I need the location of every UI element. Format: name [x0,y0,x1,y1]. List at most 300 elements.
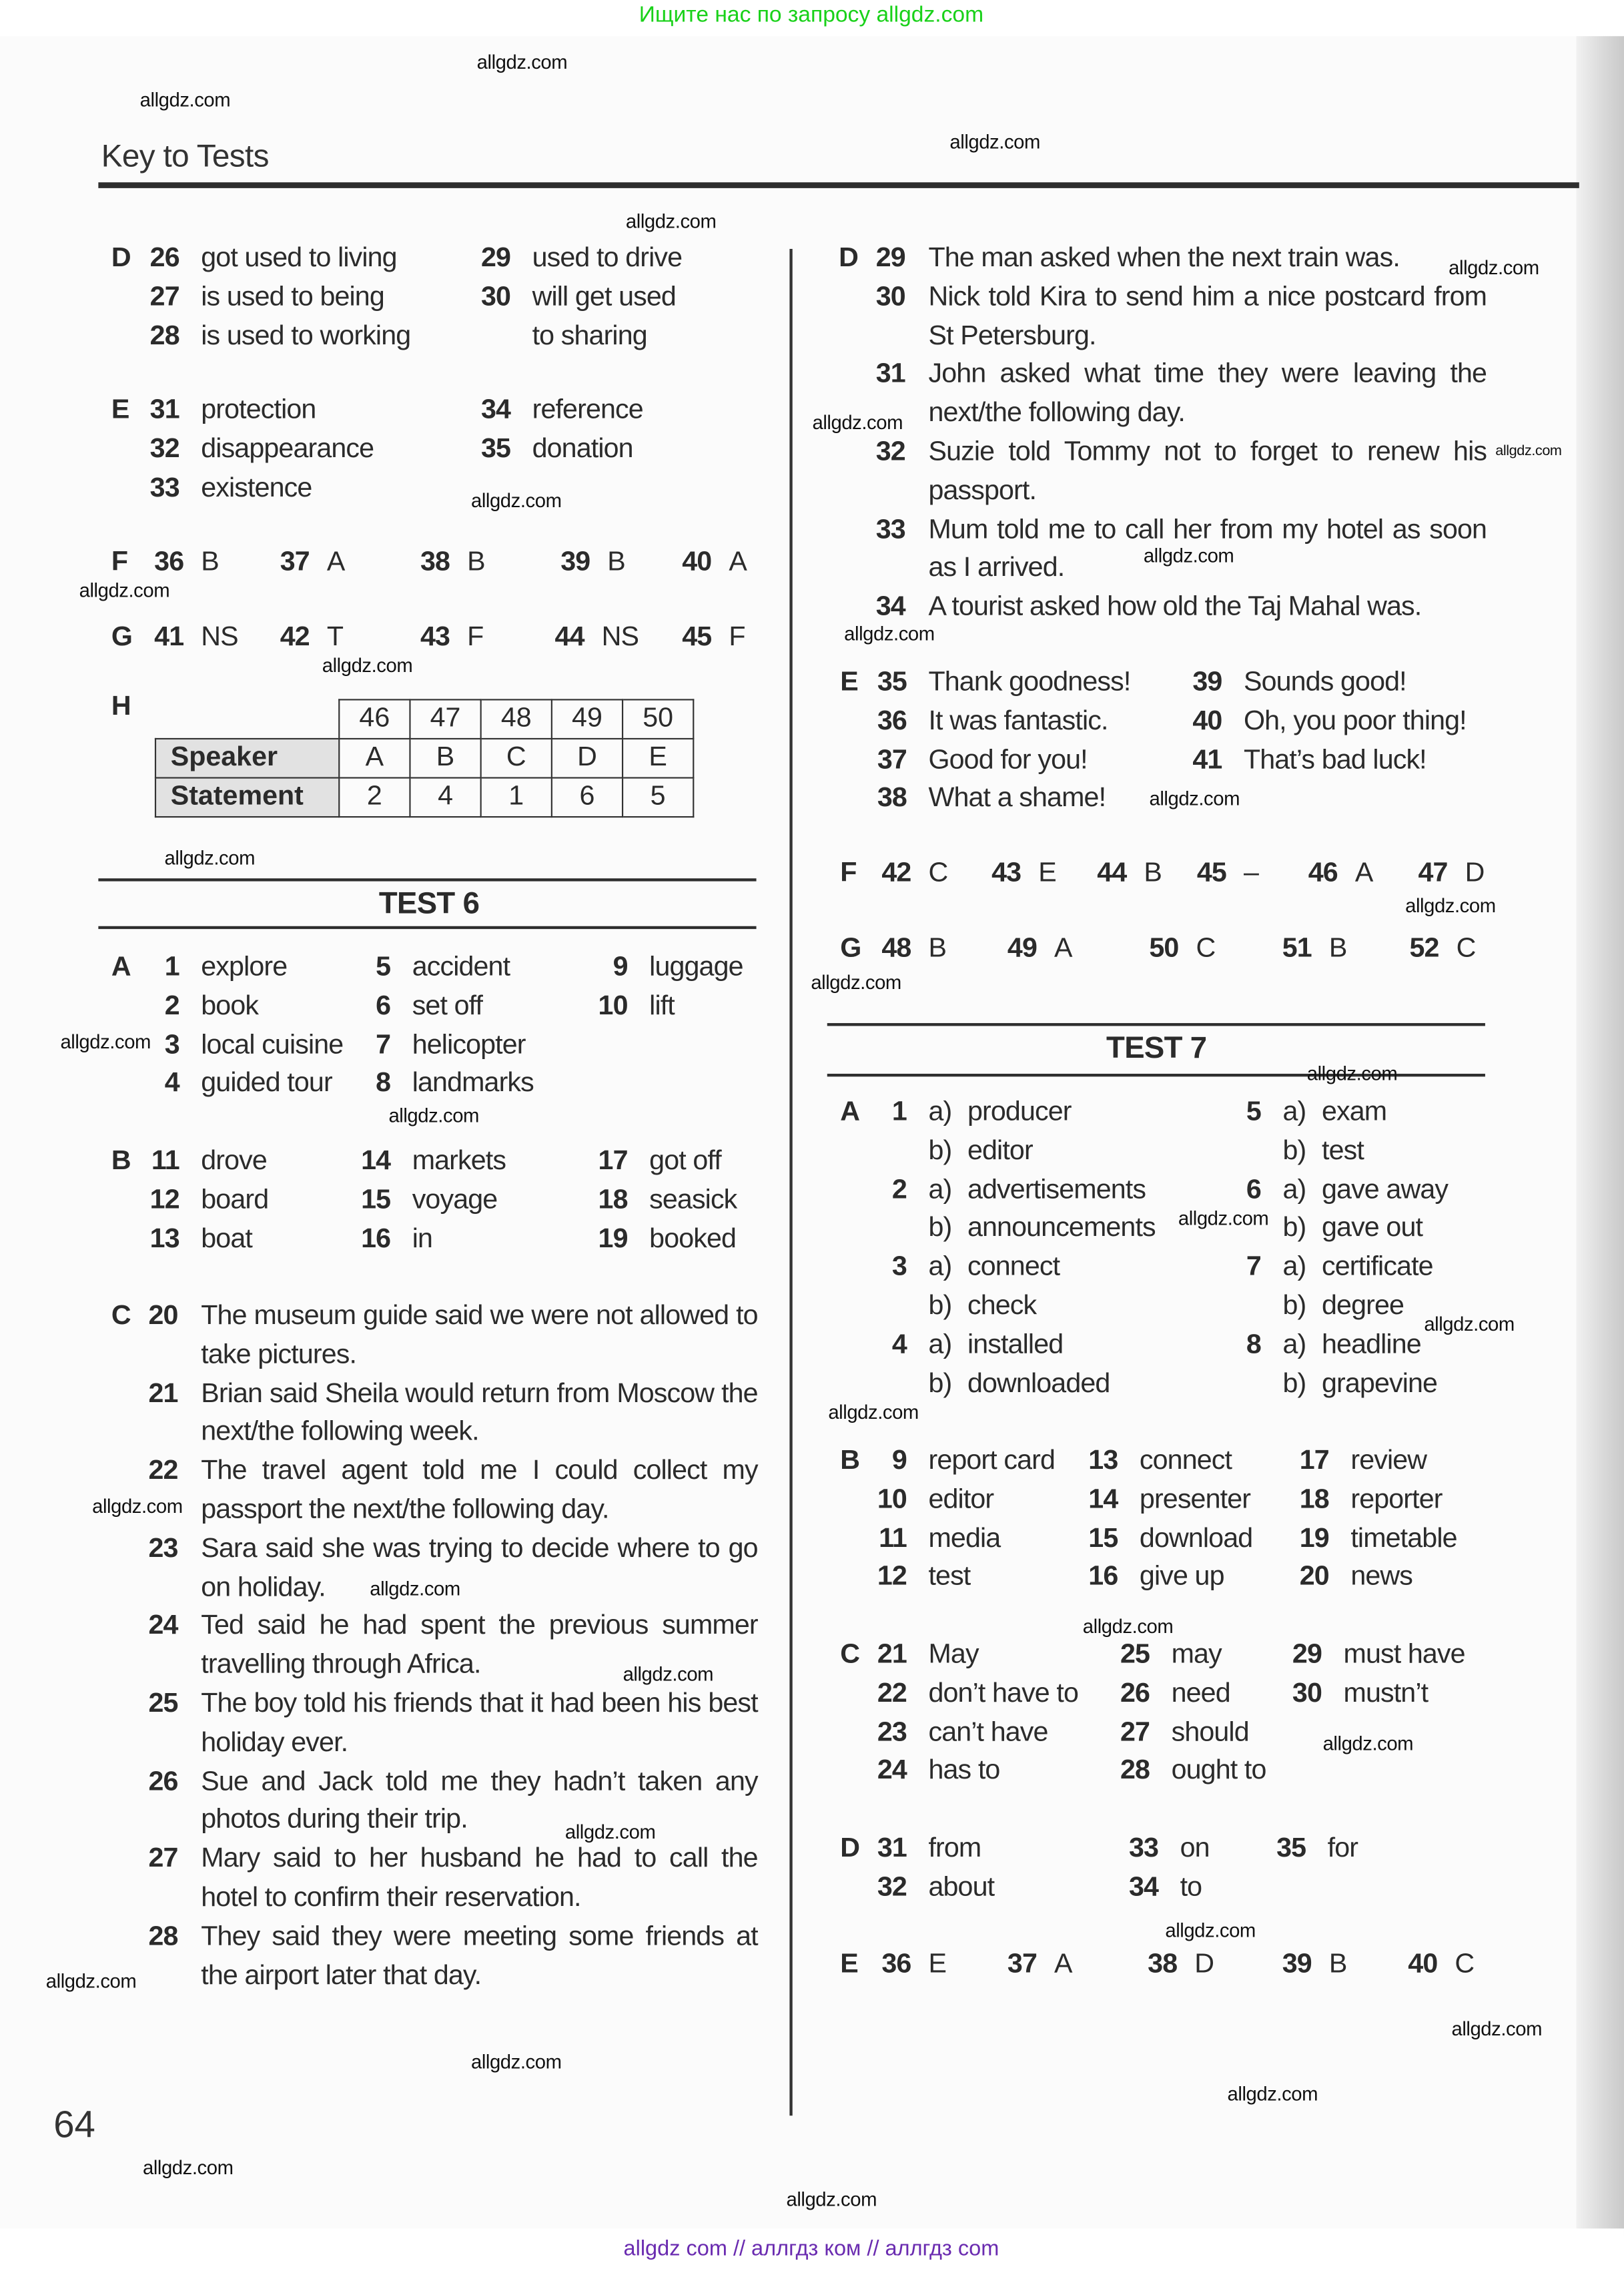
answer-text: C [1456,933,1476,964]
answer-text: to sharing [532,320,647,352]
watermark-text: allgdz.com [1495,443,1562,460]
watermark-text: allgdz.com [844,623,935,645]
answer-text: degree [1322,1291,1404,1321]
item-number: 24 [148,1611,178,1642]
option-letter: b) [928,1135,952,1167]
section-left-test6-C [113,1298,758,1996]
page-number: 64 [53,2102,95,2146]
item-number: 16 [361,1223,391,1255]
item-number: 40 [682,547,712,578]
table-cell: 6 [552,778,623,818]
item-number: 1 [164,952,179,983]
answer-sentence [113,1686,758,1763]
answer-text: A [1054,933,1072,964]
answer-sentence [113,1841,758,1919]
answer-text: NS [601,622,639,653]
answer-text: C [1196,933,1216,964]
watermark-text: allgdz.com [1143,545,1234,567]
answer-text: seasick [649,1185,737,1216]
item-number: 33 [149,472,179,503]
item-number: 26 [148,1766,178,1797]
answer-text: test [928,1562,971,1593]
answer-text: C [1455,1949,1475,1980]
item-number: 31 [149,394,179,426]
answer-text: grapevine [1322,1368,1438,1399]
option-letter: a) [1282,1096,1306,1128]
answer-sentence [113,1298,758,1375]
answer-text: Thank goodness! [928,667,1131,698]
answer-text: guided tour [201,1068,332,1099]
answer-text: accident [412,952,510,983]
item-number: 28 [149,320,179,352]
item-number: 48 [881,933,911,964]
answer-text: mustn’t [1343,1678,1429,1709]
item-number: 43 [991,858,1022,889]
answer-text: can’t have [928,1717,1048,1748]
table-cell: 4 [410,778,480,818]
table-row [155,778,693,818]
item-number: 6 [1246,1174,1261,1205]
watermark-text: allgdz.com [388,1104,479,1127]
option-letter: a) [928,1174,952,1205]
answer-text: certificate [1322,1252,1433,1283]
watermark-text: allgdz.com [470,490,562,512]
item-number: 4 [164,1068,179,1099]
item-number: 44 [1097,858,1127,889]
item-number: 19 [598,1223,628,1255]
item-number: 21 [148,1378,178,1409]
answer-text: check [967,1291,1037,1321]
answer-text: has to [928,1756,1000,1787]
answer-text: Suzie told Tommy not to forget to renew his passport. [928,436,1487,507]
item-number: 11 [879,1523,907,1554]
item-number: 5 [1246,1096,1261,1128]
answer-text: board [201,1185,269,1216]
answer-sentence [840,356,1487,434]
answer-text: E [1038,858,1056,889]
option-letter: b) [928,1213,952,1244]
watermark-text: allgdz.com [476,51,568,73]
table-header-row [155,699,693,739]
answer-text: Sue and Jack told me they hadn’t taken any photos during their trip. [201,1766,758,1836]
answer-sentence [113,1763,758,1841]
answer-sentence [840,434,1487,511]
watermark-text: allgdz.com [786,2188,877,2211]
answer-text: B [467,547,485,578]
item-number: 15 [1088,1523,1118,1554]
answer-text: on [1180,1833,1210,1864]
item-number: 40 [1192,705,1222,737]
page-title: Key to Tests [101,137,269,174]
item-number: 4 [891,1329,907,1360]
answer-text: existence [201,472,312,503]
answer-text: – [1243,858,1259,889]
watermark-text: allgdz.com [45,1970,137,1992]
item-number: 24 [877,1756,907,1787]
item-number: 13 [149,1223,179,1255]
item-number: 5 [376,952,391,983]
test6-rule-bottom [98,926,756,928]
item-number: 1 [891,1096,907,1128]
answer-text: editor [928,1484,994,1515]
item-number: 11 [151,1146,179,1177]
watermark-text: allgdz.com [1424,1313,1515,1335]
item-number: 31 [875,359,905,390]
item-number: 29 [875,243,905,274]
answer-text: set off [412,990,483,1022]
item-number: 14 [1088,1484,1118,1515]
option-letter: b) [1282,1135,1306,1167]
answer-text: media [928,1523,1001,1554]
answer-text: may [1171,1639,1222,1670]
item-number: 6 [376,990,391,1022]
item-number: 2 [164,990,179,1022]
answer-text: B [1144,858,1162,889]
answer-text: John asked what time they were leaving the next/the following day. [928,359,1487,429]
item-number: 28 [1120,1756,1150,1787]
answer-text: Mary said to her husband he had to call the hotel to confirm their reservation. [201,1843,758,1913]
answer-text: markets [412,1146,506,1177]
item-number: 30 [480,282,511,312]
section-letter: A [840,1096,860,1128]
item-number: 35 [877,667,907,698]
table-cell: D [552,739,623,778]
answer-text: connect [1139,1445,1232,1476]
answer-text: timetable [1350,1523,1457,1554]
watermark-text: allgdz.com [625,210,717,233]
watermark-text: allgdz.com [1149,787,1240,810]
answer-text: It was fantastic. [928,705,1108,737]
answer-sentence [840,589,1487,628]
item-number: 17 [1299,1445,1329,1476]
answer-text: voyage [412,1185,498,1216]
item-number: 44 [554,622,584,653]
item-number: 15 [361,1185,391,1216]
section-letter: D [111,243,131,274]
answer-text: The travel agent told me I could collect my passport the next/the following day. [201,1455,758,1526]
item-number: 8 [1246,1329,1261,1360]
item-number: 41 [1192,744,1222,775]
answer-text: protection [201,394,316,426]
answer-text: Oh, you poor thing! [1243,705,1467,737]
item-number: 32 [875,436,905,468]
item-number: 20 [148,1301,178,1331]
item-number: 17 [598,1146,628,1177]
row-label: Statement [155,778,339,818]
answer-sentence [113,1453,758,1530]
answer-text: The man asked when the next train was. [928,243,1400,274]
item-number: 19 [1299,1523,1329,1554]
item-number: 21 [877,1639,907,1670]
watermark-text: allgdz.com [139,89,231,111]
item-number: 36 [877,705,907,737]
table-cell: 5 [623,778,693,818]
watermark-text: allgdz.com [370,1578,460,1600]
item-number: 33 [1128,1833,1159,1864]
item-number: 32 [149,434,179,464]
option-letter: b) [1282,1368,1306,1399]
watermark-text: allgdz.com [1449,256,1539,279]
item-number: 37 [877,744,907,775]
section-letter: B [840,1445,860,1476]
answer-text: Ted said he had spent the previous summer travelling through Africa. [201,1611,758,1680]
item-number: 16 [1088,1562,1118,1593]
item-number: 20 [1299,1562,1329,1593]
item-number: 18 [1299,1484,1329,1515]
section-letter: A [111,952,131,983]
item-number: 27 [148,1843,178,1875]
item-number: 50 [1149,933,1179,964]
section-right-D [840,240,1487,628]
section-letter: F [840,858,857,889]
item-number: 7 [1246,1252,1261,1283]
answer-text: F [467,622,484,653]
item-number: 29 [1292,1639,1322,1670]
answer-text: installed [967,1329,1064,1360]
option-letter: a) [1282,1174,1306,1205]
answer-text: don’t have to [928,1678,1079,1709]
item-number: 52 [1409,933,1439,964]
option-letter: b) [1282,1213,1306,1244]
item-number: 18 [598,1185,628,1216]
item-number: 29 [480,243,511,274]
answer-text: reporter [1350,1484,1443,1515]
answer-text: will get used [532,282,676,312]
answer-text: report card [928,1445,1056,1476]
answer-text: booked [649,1223,737,1255]
answer-text: What a shame! [928,783,1106,814]
item-number: 12 [149,1185,179,1216]
answer-text: need [1171,1678,1230,1709]
item-number: 26 [149,243,179,274]
answer-text: announcements [967,1213,1156,1244]
table-cell: E [623,739,693,778]
item-number: 2 [891,1174,907,1205]
option-letter: a) [928,1252,952,1283]
table-cell: B [410,739,480,778]
answer-text: A tourist asked how old the Taj Mahal was. [928,592,1422,623]
answer-text: producer [967,1096,1072,1128]
item-number: 10 [598,990,628,1022]
answer-text: D [1465,858,1485,889]
item-number: 23 [148,1534,178,1564]
watermark-text: allgdz.com [60,1030,151,1053]
answer-text: reference [532,394,643,426]
answer-sentence [113,1375,758,1453]
watermark-text: allgdz.com [1405,895,1496,917]
table-col-header: 46 [339,699,410,739]
item-number: 49 [1007,933,1038,964]
answer-text: boat [201,1223,252,1255]
section-letter: D [840,1833,860,1864]
item-number: 30 [875,282,905,312]
answer-sentence [113,1919,758,1996]
answer-text: That’s bad luck! [1243,744,1427,775]
answer-text: luggage [649,952,743,983]
item-number: 25 [148,1688,178,1719]
item-number: 47 [1418,858,1448,889]
item-number: 3 [164,1030,179,1060]
watermark-text: allgdz.com [828,1401,919,1423]
item-number: 34 [1128,1872,1159,1903]
answer-text: Good for you! [928,744,1088,775]
answer-text: book [201,990,259,1022]
answer-text: exam [1322,1096,1387,1128]
item-number: 32 [877,1872,907,1903]
watermark-text: allgdz.com [164,847,256,870]
item-number: 22 [877,1678,907,1709]
item-number: 37 [280,547,310,578]
item-number: 35 [480,434,511,464]
item-number: 31 [877,1833,907,1864]
item-number: 35 [1276,1833,1306,1864]
answer-text: D [1194,1949,1214,1980]
answer-text: gave away [1322,1174,1449,1205]
watermark-text: allgdz.com [470,2051,562,2073]
answer-text: news [1350,1562,1413,1593]
watermark-text: allgdz.com [811,972,901,994]
item-number: 51 [1282,933,1312,964]
answer-text: is used to being [201,282,384,312]
answer-text: used to drive [532,243,683,274]
item-number: 42 [881,858,911,889]
test7-title: TEST 7 [1106,1032,1207,1065]
table-cell: 2 [339,778,410,818]
answer-text: test [1322,1135,1364,1167]
answer-text: is used to working [201,320,411,352]
answer-text: C [928,858,948,889]
watermark-text: allgdz.com [92,1496,183,1518]
answer-text: B [607,547,625,578]
answer-text: download [1139,1523,1253,1554]
answer-text: lift [649,990,675,1022]
bottom-banner-links[interactable]: allgdz com // аллгдз ком // аллгдз com [623,2236,999,2262]
item-number: 8 [376,1068,391,1099]
search-banner[interactable]: Ищите нас по запросу allgdz.com [639,3,984,28]
item-number: 10 [877,1484,907,1515]
answer-text: A [1354,858,1373,889]
section-letter: F [111,547,128,578]
item-number: 14 [361,1146,391,1177]
item-number: 37 [1007,1949,1038,1980]
answer-text: Sara said she was trying to decide where to go on holiday. [201,1534,758,1603]
answer-text: disappearance [201,434,374,464]
answer-text: must have [1343,1639,1465,1670]
item-number: 38 [420,547,450,578]
table-cell: C [481,739,552,778]
answer-text: from [928,1833,981,1864]
page-edge-shadow [1576,36,1624,2236]
watermark-text: allgdz.com [1306,1062,1398,1085]
option-letter: b) [928,1368,952,1399]
table-col-header: 47 [410,699,480,739]
section-letter: G [111,622,133,653]
item-number: 23 [877,1717,907,1748]
answer-text: local cuisine [201,1030,344,1060]
answer-text: in [412,1223,433,1255]
section-letter: D [839,243,858,274]
section-letter: G [840,933,861,964]
answer-text: B [928,933,947,964]
answer-text: Brian said Sheila would return from Moscow the next/the following week. [201,1378,758,1448]
option-letter: b) [1282,1291,1306,1321]
test7-rule-top [827,1023,1485,1025]
table-col-header: 49 [552,699,623,739]
section-letter: E [840,667,858,698]
answer-text: review [1350,1445,1427,1476]
answer-text: for [1327,1833,1358,1864]
item-number: 36 [154,547,184,578]
option-letter: a) [1282,1329,1306,1360]
answer-text: should [1171,1717,1249,1748]
item-number: 27 [1120,1717,1150,1748]
item-number: 39 [1282,1949,1312,1980]
answer-text: got off [649,1146,721,1177]
section-letter: E [840,1949,858,1980]
answer-text: editor [967,1135,1033,1167]
test6-rule-top [98,878,756,880]
answer-text: downloaded [967,1368,1110,1399]
watermark-text: allgdz.com [1165,1919,1256,1941]
section-letter: C [111,1301,131,1331]
answer-text: explore [201,952,288,983]
item-number: 42 [280,622,310,653]
watermark-text: allgdz.com [949,131,1040,153]
item-number: 39 [560,547,590,578]
answer-text: A [326,547,345,578]
watermark-text: allgdz.com [1082,1616,1174,1638]
watermark-text: allgdz.com [564,1821,656,1843]
speaker-statement-table [155,699,694,818]
item-number: 33 [875,515,905,545]
answer-text: Sounds good! [1243,667,1406,698]
answer-text: to [1180,1872,1202,1903]
answer-text: T [326,622,344,653]
item-number: 34 [875,592,905,623]
watermark-text: allgdz.com [1227,2083,1318,2105]
answer-text: advertisements [967,1174,1146,1205]
answer-text: B [201,547,219,578]
column-divider [789,249,792,2116]
answer-text: B [1328,1949,1347,1980]
item-number: 26 [1120,1678,1150,1709]
item-number: 36 [881,1949,911,1980]
item-number: 39 [1192,667,1222,698]
table-cell: 1 [481,778,552,818]
answer-text: Mum told me to call her from my hotel as soon as I arrived. [928,515,1487,584]
item-number: 9 [891,1445,907,1476]
item-number: 41 [154,622,184,653]
answer-text: F [729,622,745,653]
item-number: 13 [1088,1445,1118,1476]
section-letter: C [840,1639,860,1670]
answer-text: got used to living [201,243,397,274]
watermark-text: allgdz.com [1451,2017,1543,2040]
item-number: 30 [1292,1678,1322,1709]
answer-text: ought to [1171,1756,1266,1787]
answer-text: give up [1139,1562,1224,1593]
answer-text: The boy told his friends that it had been his best holiday ever. [201,1688,758,1758]
item-number: 45 [1196,858,1226,889]
item-number: 45 [682,622,712,653]
answer-text: Nick told Kira to send him a nice postcard from St Petersburg. [928,282,1487,352]
item-number: 38 [1148,1949,1178,1980]
answer-text: presenter [1139,1484,1251,1515]
answer-text: headline [1322,1329,1421,1360]
item-number: 28 [148,1921,178,1952]
option-letter: a) [928,1096,952,1128]
header-rule [98,182,1579,188]
